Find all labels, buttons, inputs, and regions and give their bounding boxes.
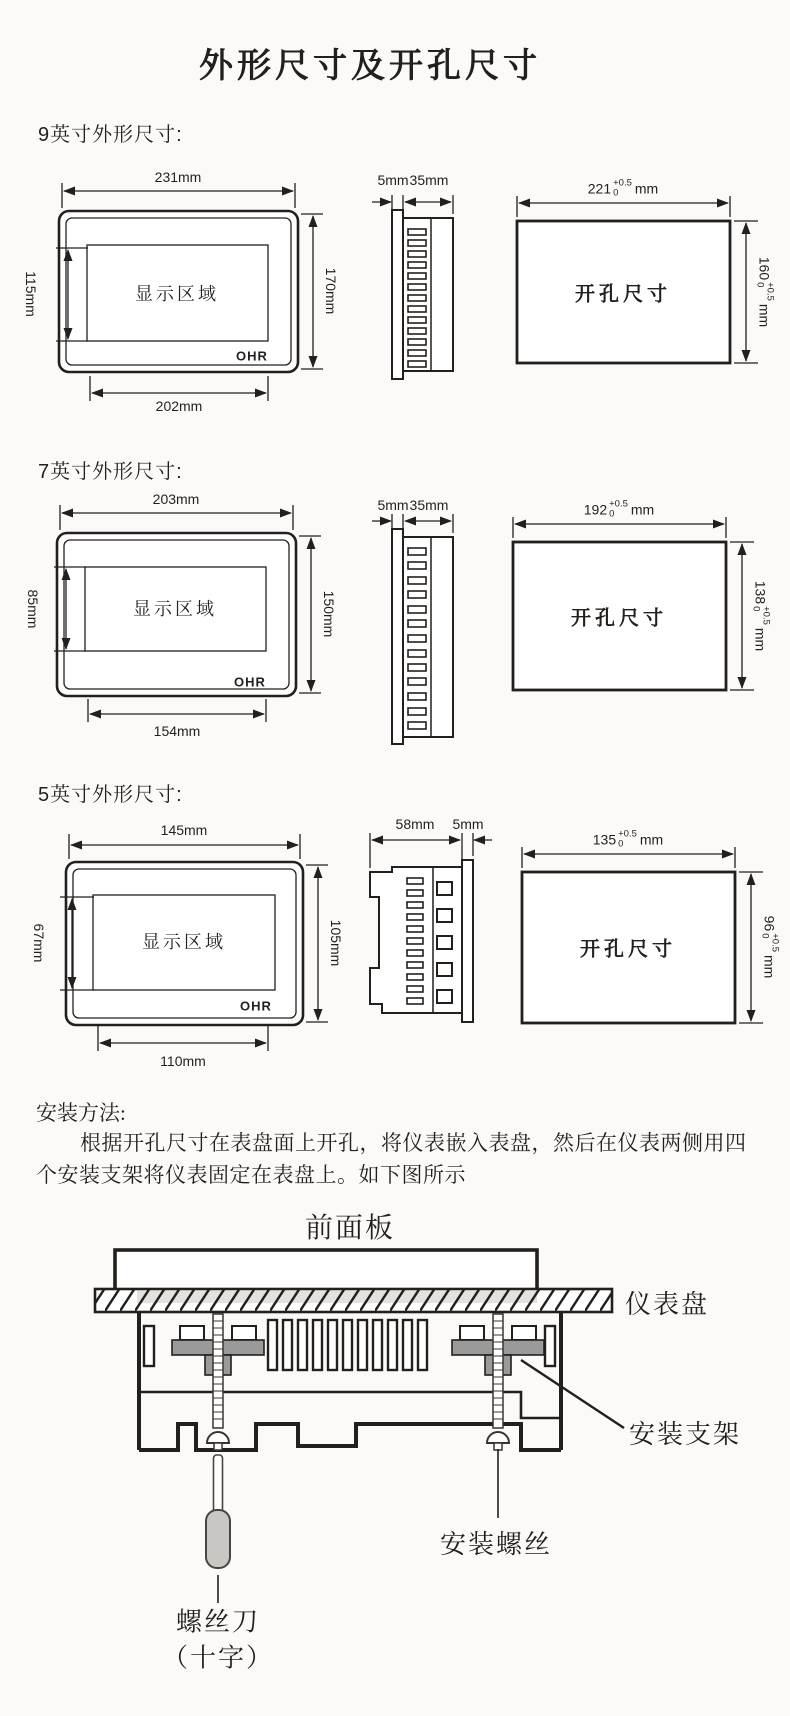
dim-7-display-height: 85mm — [25, 589, 41, 629]
mounting-screw-right — [487, 1314, 509, 1450]
tol-upper: +0.5 — [613, 177, 632, 189]
tol-upper: +0.5 — [760, 606, 772, 625]
dim-9-cutout-width — [588, 179, 658, 200]
screwdriver-label-line1: 螺丝刀 — [175, 1607, 261, 1637]
unit: mm — [634, 181, 659, 197]
tol-lower: 0 — [754, 282, 765, 288]
value: 138 — [752, 580, 768, 605]
dim-9-front-height: 170mm — [323, 267, 339, 315]
dim-5-front-width: 145mm — [160, 822, 208, 838]
unit: mm — [761, 955, 777, 979]
brand-logo-9: OHR — [236, 348, 268, 364]
mounting-screw-left — [207, 1314, 229, 1450]
unit: mm — [756, 303, 772, 328]
display-area-label-9: 显示区域 — [135, 284, 219, 304]
dim-5-cutout-width — [593, 830, 663, 851]
brand-logo-7: OHR — [234, 674, 266, 690]
dim-7-side-bezel: 5mm — [377, 497, 409, 513]
brand-logo-5: OHR — [240, 998, 272, 1014]
tol-upper: +0.5 — [618, 828, 637, 840]
dim-7-display-width: 154mm — [153, 723, 201, 739]
mounting-bracket-label: 安装支架 — [629, 1420, 742, 1449]
drawing-5inch-side — [370, 833, 492, 1022]
dim-5-cutout-height — [759, 916, 780, 979]
install-method-line2: 个安装支架将仪表固定在表盘上。如下图所示 — [36, 1163, 466, 1187]
mounting-screw-label: 安装螺丝 — [440, 1530, 553, 1559]
dim-5-display-width: 110mm — [160, 1053, 206, 1069]
tol-lower: 0 — [609, 509, 615, 520]
heading-5inch: 5英寸外形尺寸: — [38, 784, 183, 806]
dim-5-display-height: 67mm — [31, 923, 47, 963]
front-panel-label: 前面板 — [304, 1213, 396, 1244]
heading-7inch: 7英寸外形尺寸: — [38, 461, 183, 483]
dim-9-cutout-height — [754, 257, 775, 327]
page-title: 外形尺寸及开孔尺寸 — [199, 47, 541, 85]
cutout-label-5: 开孔尺寸 — [580, 938, 676, 961]
dim-9-side-bezel: 5mm — [377, 172, 409, 188]
unit: mm — [752, 627, 768, 652]
tol-lower: 0 — [613, 188, 619, 199]
drawing-9inch-side — [372, 195, 453, 379]
dim-5-front-height: 105mm — [328, 919, 344, 967]
display-area-label-7: 显示区域 — [133, 599, 217, 619]
screwdriver — [206, 1455, 230, 1568]
install-method-line1: 根据开孔尺寸在表盘面上开孔，将仪表嵌入表盘，然后在仪表两侧用四 — [80, 1131, 747, 1155]
value: 160 — [756, 256, 772, 281]
dim-7-front-height: 150mm — [321, 590, 337, 638]
screwdriver-label-line2: （十字） — [161, 1643, 275, 1673]
instrument-panel-label: 仪表盘 — [625, 1290, 710, 1319]
dim-9-display-height: 115mm — [23, 271, 39, 317]
dim-9-display-width: 202mm — [155, 398, 203, 414]
dim-7-side-depth: 35mm — [409, 497, 449, 513]
value: 192 — [583, 502, 608, 518]
tol-upper: +0.5 — [769, 933, 781, 953]
dim-9-front-width: 231mm — [154, 169, 202, 185]
tol-lower: 0 — [750, 606, 761, 612]
dim-7-front-width: 203mm — [152, 491, 200, 507]
drawing-7inch-side — [372, 514, 453, 744]
install-method-title: 安装方法: — [36, 1101, 126, 1125]
dim-7-cutout-width — [584, 500, 654, 521]
value: 135 — [592, 832, 617, 848]
cutout-label-7: 开孔尺寸 — [571, 607, 667, 630]
dim-7-cutout-height — [750, 581, 771, 651]
dim-5-side-bezel: 5mm — [452, 816, 484, 832]
dim-5-side-depth: 58mm — [395, 816, 435, 832]
heading-9inch: 9英寸外形尺寸: — [38, 124, 183, 146]
unit: mm — [639, 832, 664, 848]
tol-upper: +0.5 — [609, 498, 628, 510]
value: 221 — [587, 181, 612, 197]
dim-9-side-depth: 35mm — [409, 172, 449, 188]
cutout-label-9: 开孔尺寸 — [575, 283, 671, 306]
tol-lower: 0 — [618, 839, 624, 850]
tol-upper: +0.5 — [764, 282, 776, 301]
display-area-label-5: 显示区域 — [142, 932, 226, 952]
value: 96 — [761, 915, 777, 932]
tol-lower: 0 — [759, 933, 770, 939]
unit: mm — [630, 502, 655, 518]
